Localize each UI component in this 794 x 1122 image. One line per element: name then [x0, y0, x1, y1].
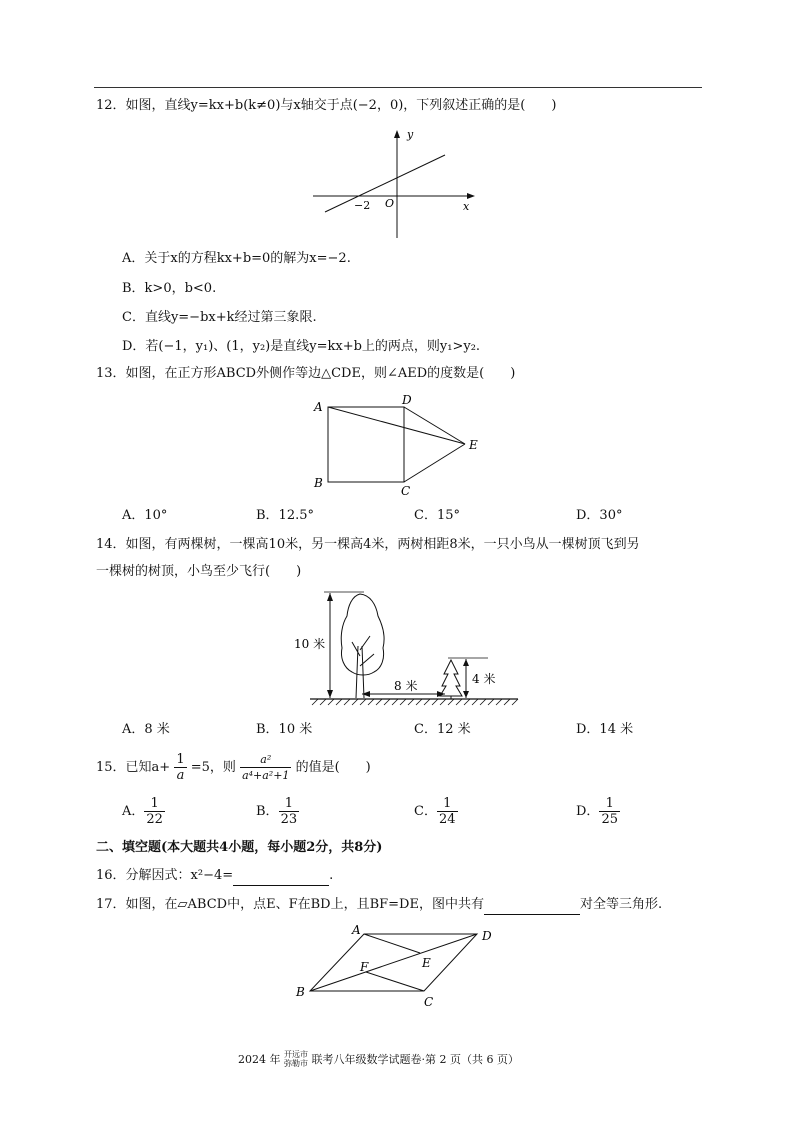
q14-stem-line2: 一棵树的树顶，小鸟至少飞行( ) — [96, 564, 302, 579]
q15-fraction-1-over-a: $\frac{1}{a}$ — [176, 752, 185, 783]
q14-height2-label: 4 米 — [472, 672, 496, 686]
q14-trees-figure — [290, 586, 540, 712]
q12-y-label: y — [407, 128, 414, 141]
q13-option-d: D．30° — [576, 508, 623, 523]
q17-label-c: C — [424, 995, 434, 1009]
q14-option-a: A．8 米 — [122, 722, 170, 737]
q13-label-e: E — [469, 438, 478, 452]
q14-small-tree — [440, 660, 462, 696]
q12-graph — [305, 124, 485, 242]
q14-stem-line1: 14．如图，有两棵树，一棵高10米，另一棵高4米，两树相距8米，一只小鸟从一棵树顶飞到另 — [96, 537, 640, 552]
q12-x-label: x — [463, 200, 470, 213]
q12-option-c: C．直线y=−bx+k经过第三象限. — [122, 310, 317, 325]
q17-segment-ae — [364, 934, 420, 953]
q15-option-b: B． $\frac{1}{23}$ — [256, 796, 298, 827]
q16-stem: 16．分解因式：x²−4= . — [96, 866, 333, 886]
q13-segment-ae — [328, 407, 465, 444]
q12-option-d: D．若(−1，y₁)、(1，y₂)是直线y=kx+b上的两点，则y₁>y₂. — [122, 339, 481, 354]
q13-option-c: C．15° — [414, 508, 460, 523]
q13-option-b: B．12.5° — [256, 508, 314, 523]
section-2-heading: 二、填空题(本大题共4小题，每小题2分，共8分) — [96, 840, 383, 855]
q12-origin-label: O — [385, 197, 395, 210]
q17-label-d: D — [482, 929, 492, 943]
q17-text: 17．如图，在▱ABCD中，点E、F在BD上，且BF=DE，图中共有 — [96, 897, 484, 912]
q14-distance-label: 8 米 — [394, 679, 418, 693]
q15-stem — [96, 752, 371, 783]
q17-label-a: A — [352, 923, 361, 937]
q17-label-e: E — [422, 956, 431, 970]
q13-stem: 13．如图，在正方形ABCD外侧作等边△CDE，则∠AED的度数是( ) — [96, 366, 516, 381]
q16-answer-blank[interactable] — [233, 869, 329, 886]
q17-label-b: B — [296, 985, 305, 999]
q12-minus2-label: −2 — [354, 199, 371, 212]
footer-city-mile: 弥勒市 — [284, 1059, 308, 1068]
q16-text: 16．分解因式：x²−4= — [96, 868, 234, 883]
q17-parallelogram-figure — [290, 920, 510, 1010]
q14-option-d: D．14 米 — [576, 722, 634, 737]
q15-fraction-expression: $\frac{\text{a²}}{\text{a⁴+a²+1}}$ — [242, 753, 290, 782]
q12-stem: 12．如图，直线y=kx+b(k≠0)与x轴交于点(−2，0)，下列叙述正确的是( ) — [96, 98, 557, 113]
q15-option-a: A． $\frac{1}{22}$ — [122, 796, 163, 827]
q14-height1-label: 10 米 — [294, 637, 326, 651]
q13-label-a: A — [314, 400, 323, 414]
q17-stem: 17．如图，在▱ABCD中，点E、F在BD上，且BF=DE，图中共有 对全等三角形. — [96, 895, 662, 915]
q17-answer-blank[interactable] — [484, 898, 580, 915]
q13-label-d: D — [402, 393, 412, 407]
q17-segment-fc — [366, 972, 424, 991]
q12-option-b: B．k>0，b<0. — [122, 281, 217, 296]
q13-label-b: B — [314, 476, 323, 490]
q14-option-c: C．12 米 — [414, 722, 471, 737]
footer-year: 2024 年 — [238, 1053, 281, 1066]
q13-label-c: C — [401, 484, 411, 498]
q14-ground-hatch — [312, 699, 518, 705]
q13-square — [328, 407, 404, 482]
q14-big-tree-trunk — [352, 636, 374, 698]
footer-page-info: 联考八年级数学试题卷·第 2 页（共 6 页） — [311, 1053, 519, 1066]
q15-stem-pre: 15．已知a+ — [96, 760, 171, 775]
q13-option-a: A．10° — [122, 508, 168, 523]
q14-option-b: B．10 米 — [256, 722, 313, 737]
q15-option-d: D． $\frac{1}{25}$ — [576, 796, 618, 827]
q13-segment-ce — [404, 444, 465, 482]
q13-segment-de — [404, 407, 465, 444]
q15-stem-post: 的值是( ) — [295, 760, 371, 775]
page-footer — [238, 1050, 519, 1068]
q17-diagonal-bd — [310, 934, 477, 991]
q17-label-f: F — [360, 960, 369, 974]
header-rule — [94, 87, 702, 88]
q12-y-arrow — [394, 130, 400, 138]
q13-square-figure — [305, 390, 495, 500]
q15-stem-mid: =5，则 — [190, 760, 236, 775]
q15-option-c: C． $\frac{1}{24}$ — [414, 796, 456, 827]
footer-city-kaiyuan: 开远市 — [284, 1050, 308, 1059]
footer-cities — [284, 1050, 308, 1068]
q12-x-arrow — [467, 193, 475, 199]
q12-option-a: A．关于x的方程kx+b=0的解为x=−2. — [122, 251, 351, 266]
